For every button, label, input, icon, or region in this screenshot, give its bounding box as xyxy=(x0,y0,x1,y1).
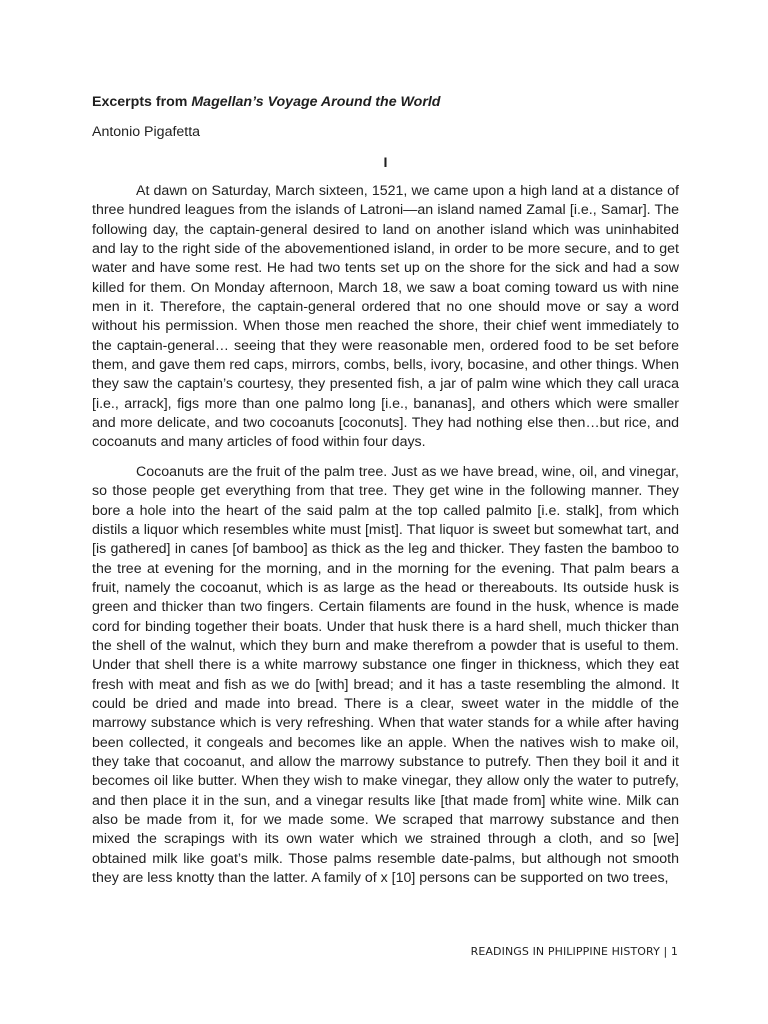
title-prefix: Excerpts from xyxy=(92,94,192,110)
document-title xyxy=(92,92,679,112)
paragraph-2: Cocoanuts are the fruit of the palm tree. Just as we have bread, wine, oil, and vinegar, so those people get everything from that tree. They get wine in the following manner. They bore a hole into the heart of the said palm at the top called palmito [i.e. stalk], from which distils a liquor which resembles white must [mist]. That liquor is sweet but somewhat tart, and [is gathered] in canes [of bamboo] as thick as the leg and thicker. They fasten the bamboo to the tree at evening for the morning, and in the morning for the evening. That palm bears a fruit, namely the cocoanut, which is as large as the head or thereabouts. Its outside husk is green and thicker than two fingers. Certain filaments are found in the husk, whence is made cord for binding together their boats. Under that husk there is a hard shell, much thicker than the shell of the walnut, which they burn and make therefrom a powder that is useful to them. Under that shell there is a white marrowy substance one finger in thickness, which they eat fresh with meat and fish as we do [with] bread; and it has a taste resembling the almond. It could be dried and made into bread. There is a clear, sweet water in the middle of the marrowy substance which is very refreshing. When that water stands for a while after having been collected, it congeals and becomes like an apple. When the natives wish to make oil, they take that cocoanut, and allow the marrowy substance to putrefy. Then they boil it and it becomes oil like butter. When they wish to make vinegar, they allow only the water to putrefy, and then place it in the sun, and a vinegar results like [that made from] white wine. Milk can also be made from it, for we made some. We scraped that marrowy substance and then mixed the scrapings with its own water which we strained through a cloth, and so [we] obtained milk like goat’s milk. Those palms resemble date-palms, but although not smooth they are less knotty than the latter. A family of x [10] persons can be supported on two trees, xyxy=(92,463,679,887)
paragraph-1: At dawn on Saturday, March sixteen, 1521, we came upon a high land at a distance of three hundred leagues from the islands of Latroni—an island named Zamal [i.e., Samar]. The following day, the captain-general desired to land on another island which was uninhabited and lay to the right side of the abovementioned island, in order to be more secure, and to get water and have some rest. He had two tents set up on the shore for the sick and had a sow killed for them. On Monday afternoon, March 18, we saw a boat coming toward us with nine men in it. Therefore, the captain-general ordered that no one should move or say a word without his permission. When those men reached the shore, their chief went immediately to the captain-general… seeing that they were reasonable men, ordered food to be set before them, and gave them red caps, mirrors, combs, bells, ivory, bocasine, and other things. When they saw the captain’s courtesy, they presented fish, a jar of palm wine which they call uraca [i.e., arrack], figs more than one palmo long [i.e., bananas], and others which were smaller and more delicate, and two cocoanuts [coconuts]. They had nothing else then…but rice, and cocoanuts and many articles of food within four days. xyxy=(92,183,679,451)
document-page xyxy=(92,92,679,888)
page-footer: READINGS IN PHILIPPINE HISTORY | 1 xyxy=(470,945,678,958)
section-heading: I xyxy=(383,155,388,171)
author-name: Antonio Pigafetta xyxy=(92,124,201,140)
title-work: Magellan’s Voyage Around the World xyxy=(191,94,441,110)
